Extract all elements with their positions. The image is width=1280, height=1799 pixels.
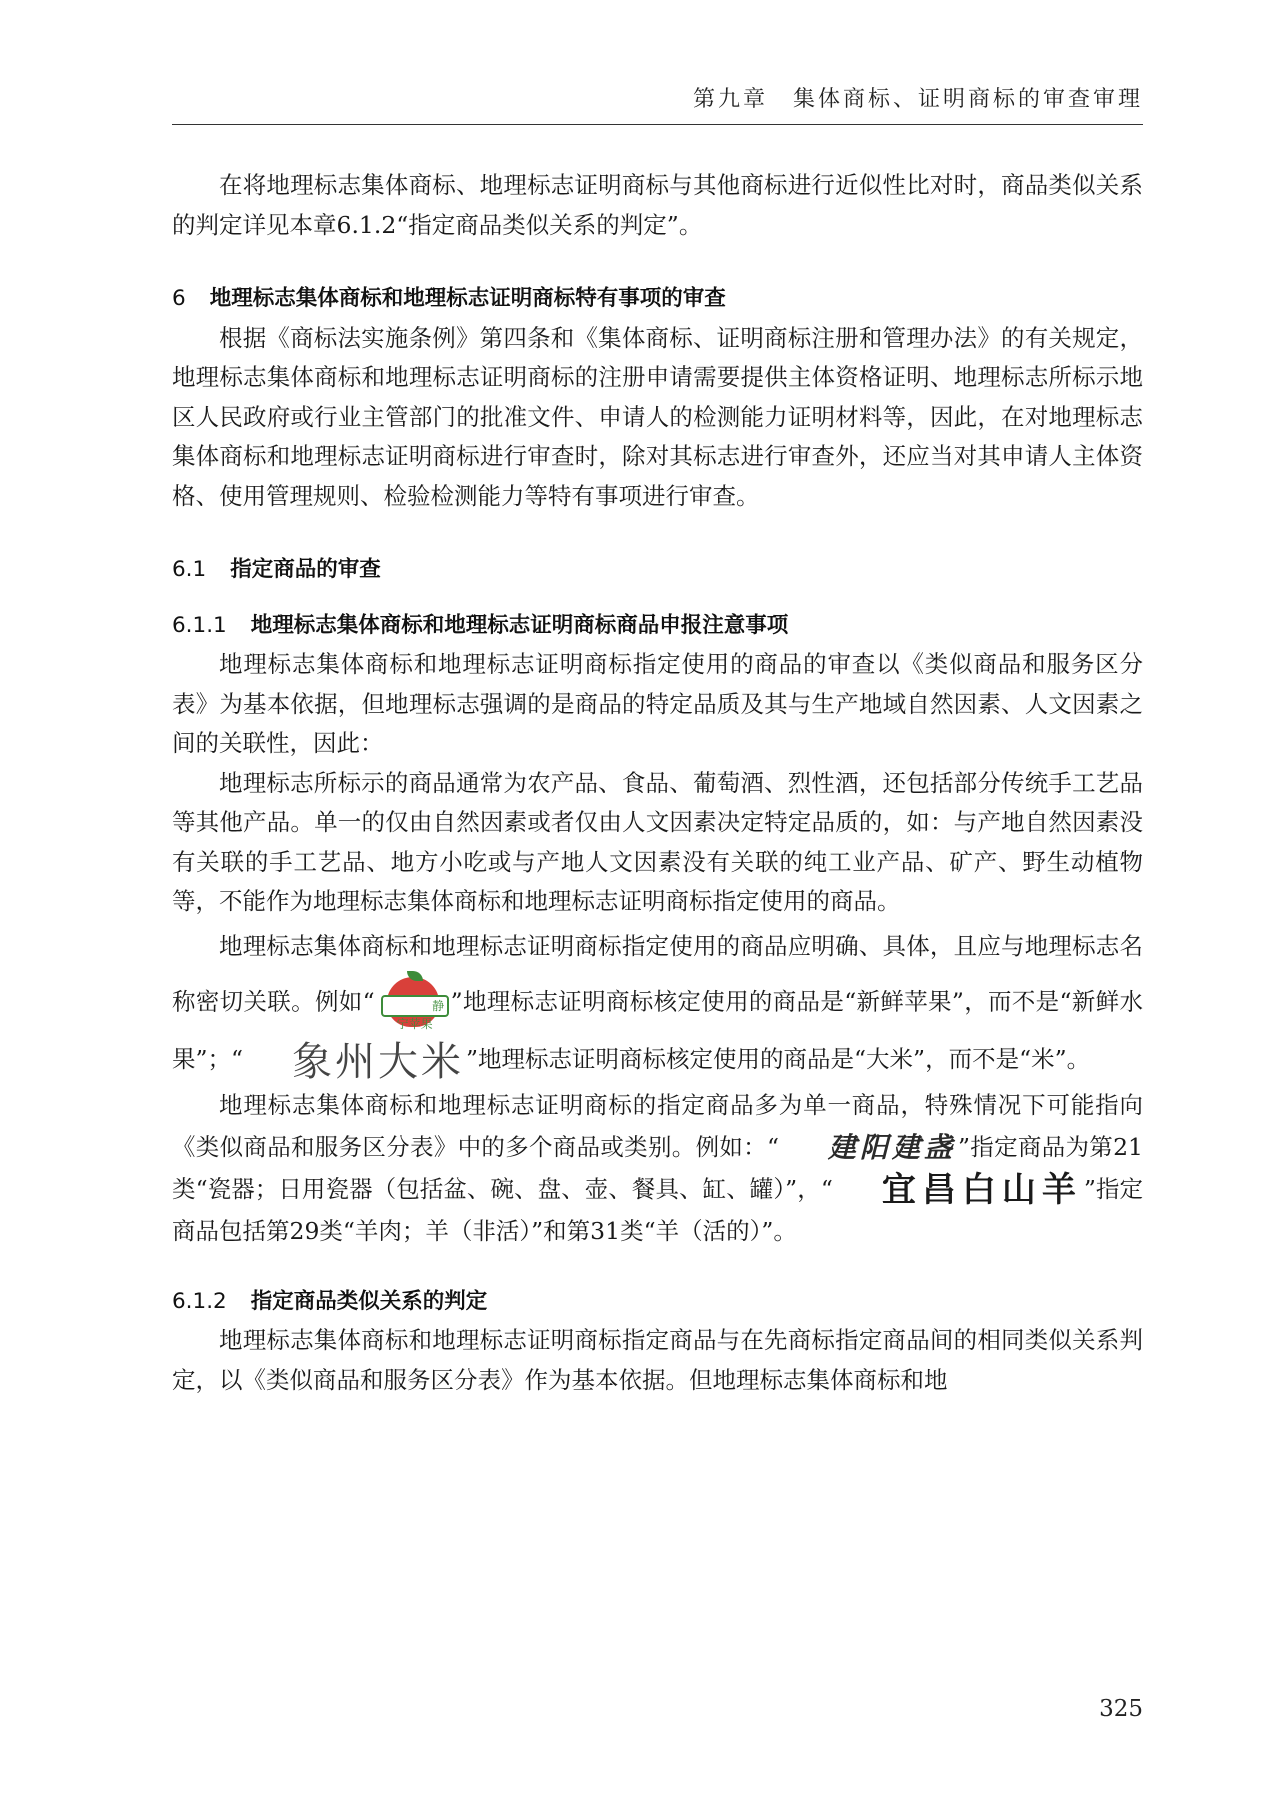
paragraph-6-1-1-a: 地理标志集体商标和地理标志证明商标指定使用的商品的审查以《类似商品和服务区分表》为基本依据，但地理标志强调的是商品的特定品质及其与生产地域自然因素、人文因素之间的关联性，因此： [172,650,1143,757]
paragraph-6-1-2: 地理标志集体商标和地理标志证明商标指定商品与在先商标指定商品间的相同类似关系判定，以《类似商品和服务区分表》作为基本依据。但地理标志集体商标和地 [172,1326,1143,1394]
paragraph-6-1-1-b: 地理标志所标示的商品通常为农产品、食品、葡萄酒、烈性酒，还包括部分传统手工艺品等其他产品。单一的仅由自然因素或者仅由人文因素决定特定品质的，如：与产地自然因素没有关联的手工艺品、地方小吃或与产地人文因素没有关联的纯工业产品、矿产、野生动植物等，不能作为地理标志集体商标和地理标志证明商标指定使用的商品。 [172,768,1143,915]
section-6-1-2-heading [172,1282,1143,1322]
yichang-goat-logo: 宜昌白山羊 [881,1169,1082,1210]
section-title: 指定商品的审查 [230,557,381,582]
section-6-1-1-heading [172,606,1143,646]
section-title: 地理标志集体商标和地理标志证明商标商品申报注意事项 [250,612,789,638]
page-body [172,166,1143,1400]
text-run: ”指定商品为第21类“瓷器；日用瓷器（包括盆、碗、盘、壶、餐具、缸、罐）”，“ [172,1132,1144,1203]
text-run: ”地理标志证明商标核定使用的商品是“新鲜苹果”，而不是“新鲜水果”；“ [172,987,1144,1073]
page-number: 325 [1099,1696,1143,1722]
text-run: 地理标志集体商标和地理标志证明商标的指定商品多为单一商品，特殊情况下可能指向《类似商品和服务区分表》中的多个商品或类别。例如：“ [172,1090,1143,1161]
text-run: ”地理标志证明商标核定使用的商品是“大米”，而不是“米”。 [466,1044,1091,1073]
paragraph-6-1-1-d [172,1084,1143,1252]
paragraph-section-6: 根据《商标法实施条例》第四条和《集体商标、证明商标注册和管理办法》的有关规定，地理标志集体商标和地理标志证明商标的注册申请需要提供主体资格证明、地理标志所标示地区人民政府或行业主管部门的批准文件、申请人的检测能力证明材料等，因此，在对地理标志集体商标和地理标志证明商标进行审查时，除对其标志进行审查外，还应当对其申请人主体资格、使用管理规则、检验检测能力等特有事项进行审查。 [172,323,1143,510]
section-number: 6 [172,286,186,311]
header-rule [172,124,1143,125]
jingning-apple-logo [377,971,449,1035]
paragraph-intro: 在将地理标志集体商标、地理标志证明商标与其他商标进行近似性比对时，商品类似关系的判定详见本章6.1.2“指定商品类似关系的判定”。 [172,171,1143,239]
section-number: 6.1.1 [172,612,227,638]
section-number: 6.1.2 [172,1288,227,1314]
section-6-heading [172,279,1143,319]
logo-lettering: 静宁苹果 [381,995,449,1017]
section-number: 6.1 [172,557,207,582]
jianyang-jianzhan-logo: 建阳建盏 [827,1131,956,1164]
text-run: 地理标志集体商标和地理标志证明商标指定使用的商品应明确、具体，且应与地理标志名称密切关联。例如“ [172,931,1143,1015]
section-title: 指定商品类似关系的判定 [250,1288,488,1314]
section-6-1-heading [172,550,1143,590]
section-title: 地理标志集体商标和地理标志证明商标特有事项的审查 [209,286,726,311]
xiangzhou-rice-logo: 象州大米 [292,1038,465,1085]
text-run: ”指定商品包括第29类“羊肉；羊（非活）”和第31类“羊（活的）”。 [172,1174,1143,1245]
paragraph-6-1-1-c [172,922,1143,1084]
running-header: 第九章 集体商标、证明商标的审查审理 [692,87,1143,112]
